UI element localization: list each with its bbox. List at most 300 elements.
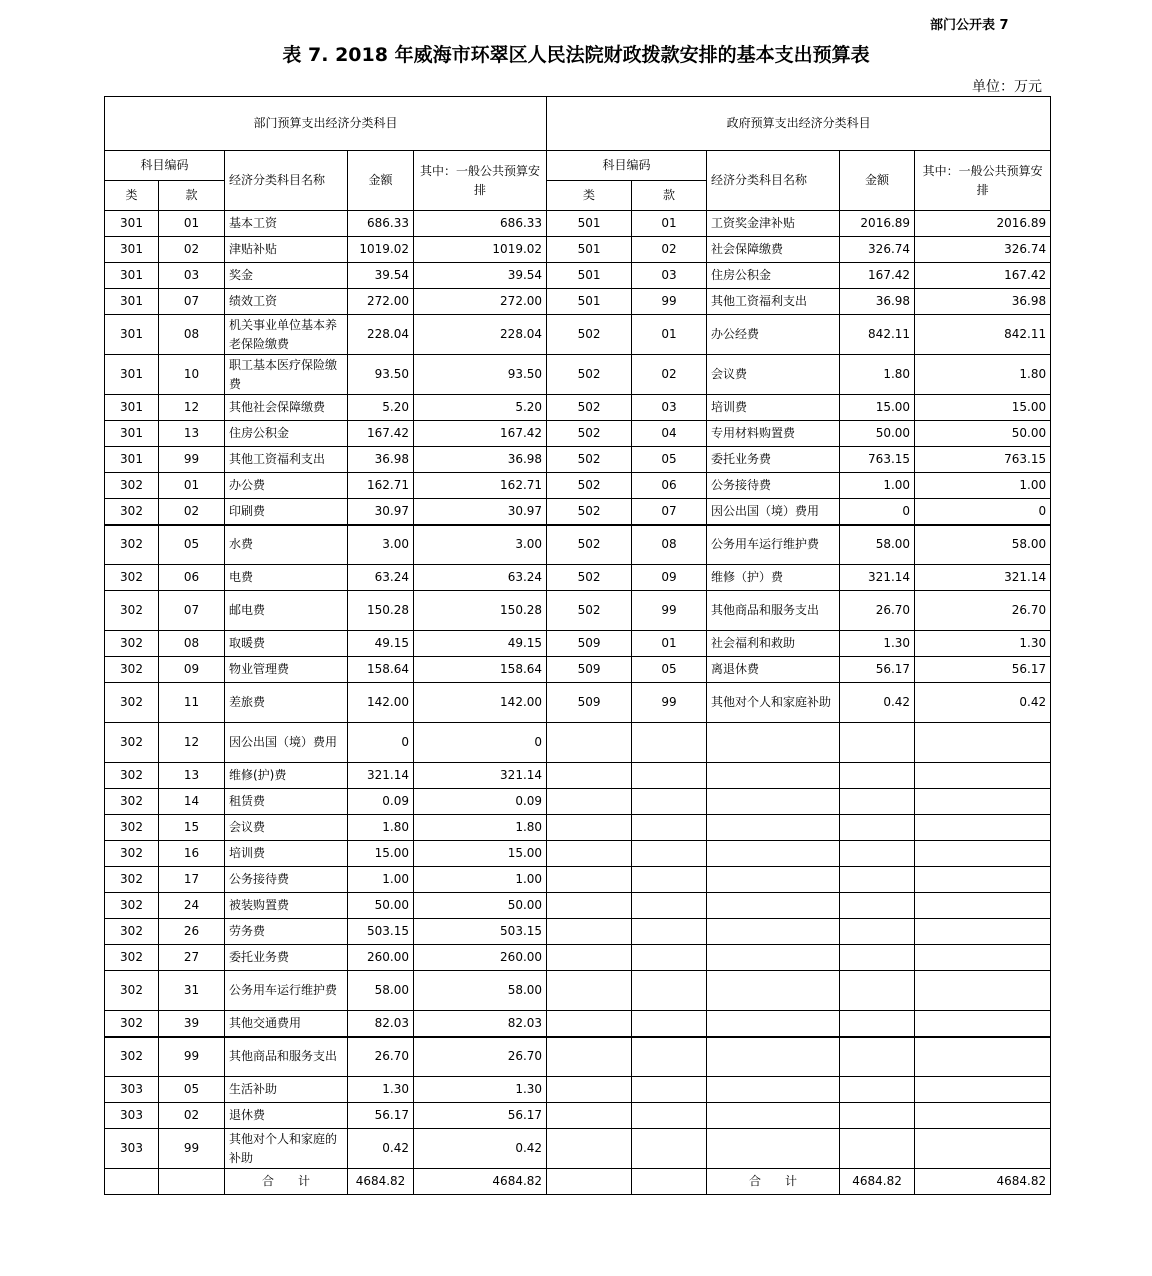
left-kuan-cell: 08 (159, 631, 225, 657)
right-lei-cell (547, 867, 632, 893)
left-kuan-cell: 14 (159, 789, 225, 815)
right-amount-cell: 50.00 (840, 421, 915, 447)
left-lei-cell: 302 (105, 591, 159, 631)
left-general-cell: 0.09 (414, 789, 547, 815)
right-name-cell (707, 763, 840, 789)
left-lei-cell: 302 (105, 867, 159, 893)
left-kuan-cell: 99 (159, 1037, 225, 1077)
right-name-cell: 委托业务费 (707, 447, 840, 473)
right-amount-cell (840, 919, 915, 945)
right-lei-cell (547, 1037, 632, 1077)
left-general-cell: 26.70 (414, 1037, 547, 1077)
right-amount-cell: 26.70 (840, 591, 915, 631)
left-kuan-cell: 17 (159, 867, 225, 893)
right-name-cell (707, 971, 840, 1011)
right-name-cell (707, 893, 840, 919)
left-name-cell: 物业管理费 (225, 657, 348, 683)
right-lei-cell (547, 723, 632, 763)
left-name-cell: 被装购置费 (225, 893, 348, 919)
right-kuan-cell: 01 (632, 211, 707, 237)
left-amount-cell: 1.80 (348, 815, 414, 841)
left-name-cell: 取暖费 (225, 631, 348, 657)
right-kuan-cell (632, 893, 707, 919)
right-lei-cell (547, 1011, 632, 1037)
right-amount-cell (840, 971, 915, 1011)
left-general-cell: 1019.02 (414, 237, 547, 263)
right-kuan-cell (632, 841, 707, 867)
left-amount-cell: 0.09 (348, 789, 414, 815)
left-amount-cell: 1.00 (348, 867, 414, 893)
left-kuan-cell: 02 (159, 499, 225, 525)
left-amount-cell: 167.42 (348, 421, 414, 447)
left-lei-cell: 302 (105, 473, 159, 499)
right-amount-cell: 1.00 (840, 473, 915, 499)
left-kuan-cell: 99 (159, 447, 225, 473)
left-kuan-cell: 06 (159, 565, 225, 591)
right-amount-cell (840, 1037, 915, 1077)
right-name-cell: 公务接待费 (707, 473, 840, 499)
right-lei-cell (547, 1103, 632, 1129)
table-row (105, 591, 1051, 631)
right-kuan-cell (632, 789, 707, 815)
left-kuan-cell: 27 (159, 945, 225, 971)
left-amount-cell: 321.14 (348, 763, 414, 789)
header-group-row (105, 97, 1051, 151)
right-amount-cell: 0.42 (840, 683, 915, 723)
left-name-cell: 其他工资福利支出 (225, 447, 348, 473)
right-name-cell (707, 945, 840, 971)
left-lei-cell: 302 (105, 723, 159, 763)
table-row (105, 263, 1051, 289)
right-general-cell (915, 723, 1051, 763)
right-name-cell: 住房公积金 (707, 263, 840, 289)
left-total-lei (105, 1169, 159, 1195)
right-kuan-cell: 99 (632, 683, 707, 723)
left-total-amount: 4684.82 (348, 1169, 414, 1195)
left-general-cell: 321.14 (414, 763, 547, 789)
left-kuan-cell: 01 (159, 211, 225, 237)
right-general-cell (915, 867, 1051, 893)
left-name-cell: 委托业务费 (225, 945, 348, 971)
left-general-cell: 1.00 (414, 867, 547, 893)
right-lei-cell: 502 (547, 315, 632, 355)
right-general-header: 其中：一般公共预算安排 (915, 151, 1051, 211)
table-row (105, 723, 1051, 763)
right-lei-cell (547, 763, 632, 789)
table-row (105, 355, 1051, 395)
left-lei-header: 类 (105, 181, 159, 211)
right-lei-cell (547, 945, 632, 971)
left-lei-cell: 301 (105, 263, 159, 289)
left-kuan-cell: 39 (159, 1011, 225, 1037)
left-general-cell: 36.98 (414, 447, 547, 473)
left-kuan-cell: 99 (159, 1129, 225, 1169)
left-kuan-cell: 08 (159, 315, 225, 355)
left-name-cell: 其他对个人和家庭的补助 (225, 1129, 348, 1169)
table-row (105, 565, 1051, 591)
left-kuan-cell: 15 (159, 815, 225, 841)
right-name-cell: 培训费 (707, 395, 840, 421)
left-lei-cell: 302 (105, 841, 159, 867)
left-lei-cell: 302 (105, 763, 159, 789)
right-general-cell (915, 919, 1051, 945)
left-lei-cell: 301 (105, 395, 159, 421)
right-general-cell: 36.98 (915, 289, 1051, 315)
table-row (105, 447, 1051, 473)
right-name-header: 经济分类科目名称 (707, 151, 840, 211)
right-general-cell: 763.15 (915, 447, 1051, 473)
table-row (105, 1103, 1051, 1129)
right-amount-cell (840, 789, 915, 815)
right-kuan-cell: 99 (632, 591, 707, 631)
right-name-cell (707, 1077, 840, 1103)
table-row (105, 473, 1051, 499)
table-row (105, 893, 1051, 919)
right-kuan-cell (632, 867, 707, 893)
right-amount-cell: 15.00 (840, 395, 915, 421)
right-lei-cell: 502 (547, 473, 632, 499)
left-lei-cell: 302 (105, 971, 159, 1011)
left-lei-cell: 302 (105, 565, 159, 591)
right-lei-cell: 501 (547, 211, 632, 237)
right-lei-cell: 502 (547, 355, 632, 395)
left-amount-cell: 39.54 (348, 263, 414, 289)
table-row (105, 841, 1051, 867)
left-amount-cell: 63.24 (348, 565, 414, 591)
left-lei-cell: 302 (105, 657, 159, 683)
right-lei-cell: 501 (547, 263, 632, 289)
right-kuan-cell (632, 1011, 707, 1037)
right-name-cell: 维修（护）费 (707, 565, 840, 591)
right-total-kuan (632, 1169, 707, 1195)
left-amount-cell: 3.00 (348, 525, 414, 565)
right-name-cell: 专用材料购置费 (707, 421, 840, 447)
left-kuan-cell: 10 (159, 355, 225, 395)
left-amount-cell: 503.15 (348, 919, 414, 945)
left-general-cell: 93.50 (414, 355, 547, 395)
right-general-cell: 58.00 (915, 525, 1051, 565)
left-lei-cell: 302 (105, 945, 159, 971)
table-row (105, 657, 1051, 683)
table-row (105, 395, 1051, 421)
left-general-cell: 56.17 (414, 1103, 547, 1129)
right-kuan-cell (632, 1077, 707, 1103)
right-general-cell: 1.00 (915, 473, 1051, 499)
right-kuan-cell (632, 945, 707, 971)
unit-label: 单位：万元 (972, 79, 1042, 95)
left-lei-cell: 302 (105, 815, 159, 841)
left-name-cell: 培训费 (225, 841, 348, 867)
left-name-cell: 电费 (225, 565, 348, 591)
table-row (105, 1037, 1051, 1077)
page-title: 表 7. 2018 年威海市环翠区人民法院财政拨款安排的基本支出预算表 (282, 44, 870, 66)
left-general-cell: 272.00 (414, 289, 547, 315)
right-amount-cell (840, 723, 915, 763)
right-lei-cell (547, 1129, 632, 1169)
left-amount-cell: 228.04 (348, 315, 414, 355)
left-lei-cell: 301 (105, 355, 159, 395)
right-name-cell: 其他工资福利支出 (707, 289, 840, 315)
left-lei-cell: 301 (105, 315, 159, 355)
left-kuan-cell: 16 (159, 841, 225, 867)
left-lei-cell: 302 (105, 631, 159, 657)
left-lei-cell: 303 (105, 1103, 159, 1129)
table-row (105, 289, 1051, 315)
right-general-cell: 0 (915, 499, 1051, 525)
left-amount-cell: 50.00 (348, 893, 414, 919)
left-general-cell: 228.04 (414, 315, 547, 355)
right-general-cell (915, 1077, 1051, 1103)
left-general-cell: 3.00 (414, 525, 547, 565)
left-kuan-cell: 12 (159, 723, 225, 763)
right-kuan-cell (632, 1103, 707, 1129)
right-amount-cell: 2016.89 (840, 211, 915, 237)
left-lei-cell: 302 (105, 893, 159, 919)
left-amount-cell: 36.98 (348, 447, 414, 473)
left-lei-cell: 302 (105, 1037, 159, 1077)
left-general-cell: 0 (414, 723, 547, 763)
left-name-cell: 奖金 (225, 263, 348, 289)
right-name-cell: 其他对个人和家庭补助 (707, 683, 840, 723)
left-lei-cell: 301 (105, 237, 159, 263)
right-total-general: 4684.82 (915, 1169, 1051, 1195)
left-kuan-cell: 13 (159, 421, 225, 447)
right-kuan-cell: 09 (632, 565, 707, 591)
right-general-cell (915, 763, 1051, 789)
right-name-cell: 工资奖金津补贴 (707, 211, 840, 237)
right-general-cell (915, 789, 1051, 815)
left-amount-cell: 5.20 (348, 395, 414, 421)
right-lei-cell (547, 1077, 632, 1103)
left-amount-cell: 56.17 (348, 1103, 414, 1129)
right-lei-cell: 502 (547, 395, 632, 421)
right-kuan-header: 款 (632, 181, 707, 211)
left-name-cell: 生活补助 (225, 1077, 348, 1103)
table-row (105, 789, 1051, 815)
right-lei-cell: 501 (547, 237, 632, 263)
right-kuan-cell: 01 (632, 315, 707, 355)
right-kuan-cell: 99 (632, 289, 707, 315)
left-name-cell: 公务接待费 (225, 867, 348, 893)
right-amount-cell: 58.00 (840, 525, 915, 565)
left-general-cell: 82.03 (414, 1011, 547, 1037)
table-row (105, 315, 1051, 355)
left-name-cell: 其他交通费用 (225, 1011, 348, 1037)
right-name-cell: 办公经费 (707, 315, 840, 355)
left-total-label: 合 计 (225, 1169, 348, 1195)
left-general-cell: 0.42 (414, 1129, 547, 1169)
right-general-cell (915, 841, 1051, 867)
left-general-cell: 503.15 (414, 919, 547, 945)
table-row (105, 867, 1051, 893)
left-name-cell: 租赁费 (225, 789, 348, 815)
left-lei-cell: 301 (105, 211, 159, 237)
left-name-cell: 公务用车运行维护费 (225, 971, 348, 1011)
right-kuan-cell: 02 (632, 355, 707, 395)
left-lei-cell: 302 (105, 919, 159, 945)
left-kuan-cell: 26 (159, 919, 225, 945)
right-total-amount: 4684.82 (840, 1169, 915, 1195)
right-general-cell: 0.42 (915, 683, 1051, 723)
left-amount-cell: 1.30 (348, 1077, 414, 1103)
left-amount-cell: 82.03 (348, 1011, 414, 1037)
right-name-cell (707, 1037, 840, 1077)
left-amount-cell: 0 (348, 723, 414, 763)
table-row (105, 945, 1051, 971)
right-amount-cell (840, 763, 915, 789)
left-general-cell: 5.20 (414, 395, 547, 421)
left-lei-cell: 301 (105, 421, 159, 447)
right-amount-cell: 1.30 (840, 631, 915, 657)
left-kuan-cell: 11 (159, 683, 225, 723)
right-lei-cell (547, 893, 632, 919)
left-amount-cell: 162.71 (348, 473, 414, 499)
left-name-cell: 津贴补贴 (225, 237, 348, 263)
right-general-cell (915, 815, 1051, 841)
left-name-cell: 因公出国（境）费用 (225, 723, 348, 763)
budget-table (104, 96, 1051, 1195)
left-name-cell: 其他商品和服务支出 (225, 1037, 348, 1077)
left-general-cell: 39.54 (414, 263, 547, 289)
left-general-cell: 30.97 (414, 499, 547, 525)
left-name-cell: 机关事业单位基本养老保险缴费 (225, 315, 348, 355)
right-kuan-cell: 05 (632, 447, 707, 473)
left-amount-cell: 58.00 (348, 971, 414, 1011)
left-amount-cell: 49.15 (348, 631, 414, 657)
left-general-cell: 260.00 (414, 945, 547, 971)
left-general-header: 其中：一般公共预算安排 (414, 151, 547, 211)
right-general-cell: 321.14 (915, 565, 1051, 591)
left-general-cell: 50.00 (414, 893, 547, 919)
right-lei-cell (547, 919, 632, 945)
left-general-cell: 1.30 (414, 1077, 547, 1103)
right-general-cell (915, 1037, 1051, 1077)
right-amount-cell: 1.80 (840, 355, 915, 395)
left-amount-cell: 1019.02 (348, 237, 414, 263)
left-kuan-cell: 07 (159, 289, 225, 315)
right-lei-cell: 502 (547, 499, 632, 525)
right-group-header: 政府预算支出经济分类科目 (547, 97, 1051, 151)
left-kuan-cell: 12 (159, 395, 225, 421)
left-kuan-cell: 13 (159, 763, 225, 789)
left-general-cell: 63.24 (414, 565, 547, 591)
left-code-header: 科目编码 (105, 151, 225, 181)
right-lei-header: 类 (547, 181, 632, 211)
left-amount-cell: 0.42 (348, 1129, 414, 1169)
right-name-cell (707, 1129, 840, 1169)
right-name-cell (707, 841, 840, 867)
left-kuan-cell: 31 (159, 971, 225, 1011)
right-amount-cell (840, 1129, 915, 1169)
right-kuan-cell: 08 (632, 525, 707, 565)
left-lei-cell: 303 (105, 1129, 159, 1169)
right-kuan-cell: 04 (632, 421, 707, 447)
right-kuan-cell: 01 (632, 631, 707, 657)
right-general-cell (915, 1129, 1051, 1169)
left-lei-cell: 302 (105, 499, 159, 525)
left-name-cell: 差旅费 (225, 683, 348, 723)
left-lei-cell: 301 (105, 289, 159, 315)
left-kuan-cell: 02 (159, 1103, 225, 1129)
left-kuan-cell: 07 (159, 591, 225, 631)
left-general-cell: 686.33 (414, 211, 547, 237)
left-amount-cell: 260.00 (348, 945, 414, 971)
right-amount-cell (840, 841, 915, 867)
right-lei-cell (547, 971, 632, 1011)
right-general-cell (915, 1011, 1051, 1037)
right-general-cell (915, 1103, 1051, 1129)
left-general-cell: 49.15 (414, 631, 547, 657)
table-row (105, 919, 1051, 945)
left-kuan-header: 款 (159, 181, 225, 211)
right-name-cell: 社会福利和救助 (707, 631, 840, 657)
right-kuan-cell (632, 723, 707, 763)
left-name-cell: 维修(护)费 (225, 763, 348, 789)
right-kuan-cell: 06 (632, 473, 707, 499)
table-row (105, 631, 1051, 657)
table-row (105, 237, 1051, 263)
right-name-cell (707, 789, 840, 815)
left-name-cell: 会议费 (225, 815, 348, 841)
left-name-cell: 职工基本医疗保险缴费 (225, 355, 348, 395)
left-name-cell: 邮电费 (225, 591, 348, 631)
right-lei-cell: 509 (547, 683, 632, 723)
right-code-header: 科目编码 (547, 151, 707, 181)
table-row (105, 421, 1051, 447)
left-amount-cell: 142.00 (348, 683, 414, 723)
right-name-cell (707, 815, 840, 841)
right-name-cell (707, 867, 840, 893)
right-total-label: 合 计 (707, 1169, 840, 1195)
left-kuan-cell: 02 (159, 237, 225, 263)
right-general-cell (915, 945, 1051, 971)
left-name-cell: 劳务费 (225, 919, 348, 945)
right-lei-cell: 501 (547, 289, 632, 315)
table-row (105, 971, 1051, 1011)
right-kuan-cell (632, 815, 707, 841)
right-lei-cell: 502 (547, 421, 632, 447)
left-name-cell: 绩效工资 (225, 289, 348, 315)
right-kuan-cell: 03 (632, 395, 707, 421)
table-tag: 部门公开表 7 (930, 18, 1009, 33)
right-general-cell (915, 893, 1051, 919)
right-kuan-cell (632, 1129, 707, 1169)
left-general-cell: 167.42 (414, 421, 547, 447)
right-name-cell (707, 723, 840, 763)
right-kuan-cell (632, 919, 707, 945)
right-amount-cell: 56.17 (840, 657, 915, 683)
left-general-cell: 15.00 (414, 841, 547, 867)
left-lei-cell: 302 (105, 789, 159, 815)
right-amount-cell: 167.42 (840, 263, 915, 289)
right-name-cell: 因公出国（境）费用 (707, 499, 840, 525)
right-kuan-cell (632, 763, 707, 789)
right-lei-cell: 509 (547, 631, 632, 657)
left-general-cell: 150.28 (414, 591, 547, 631)
left-amount-cell: 30.97 (348, 499, 414, 525)
left-name-cell: 水费 (225, 525, 348, 565)
right-lei-cell: 502 (547, 565, 632, 591)
right-amount-cell: 36.98 (840, 289, 915, 315)
left-amount-cell: 150.28 (348, 591, 414, 631)
left-amount-cell: 15.00 (348, 841, 414, 867)
right-general-cell: 56.17 (915, 657, 1051, 683)
right-general-cell: 15.00 (915, 395, 1051, 421)
left-group-header: 部门预算支出经济分类科目 (105, 97, 547, 151)
right-kuan-cell: 07 (632, 499, 707, 525)
table-row (105, 1129, 1051, 1169)
left-name-cell: 其他社会保障缴费 (225, 395, 348, 421)
